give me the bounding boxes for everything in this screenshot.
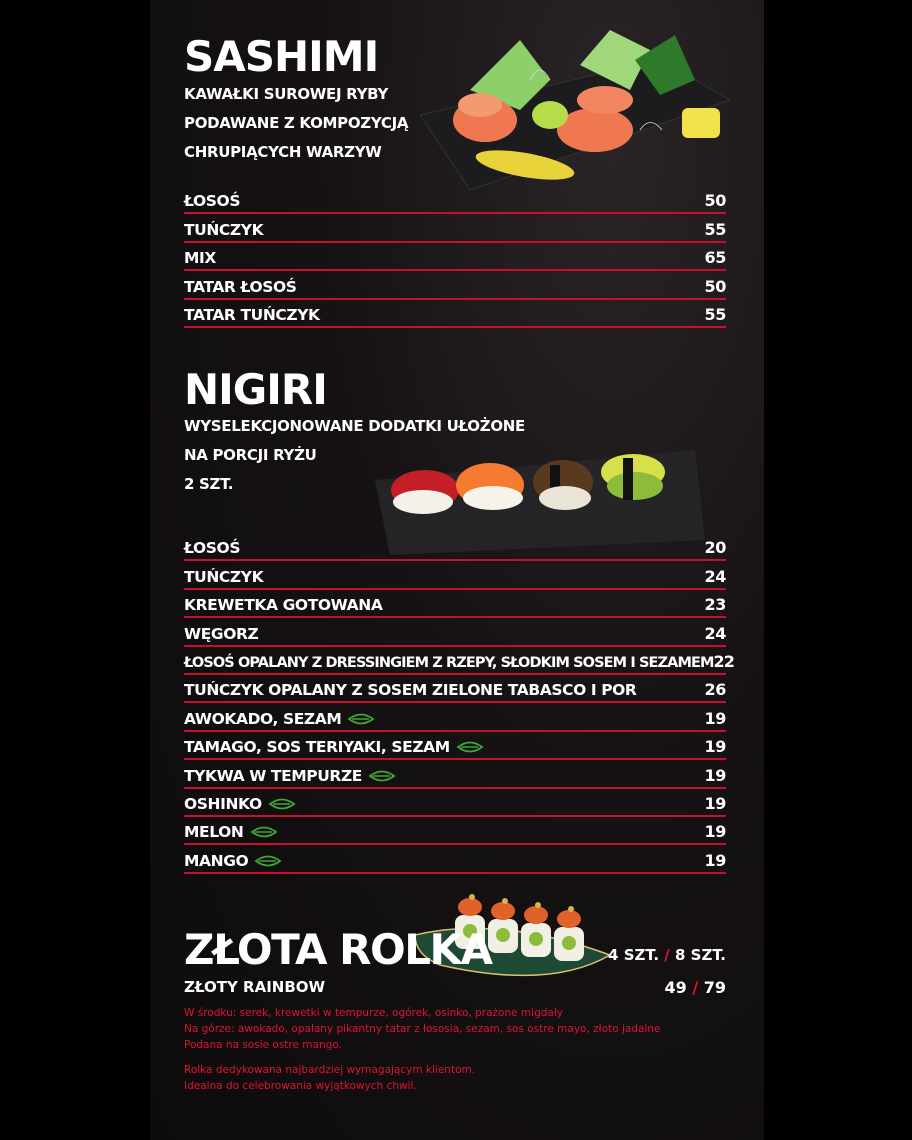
item-price: 55 [704, 219, 726, 239]
item-name [184, 767, 396, 785]
list-item [184, 703, 726, 731]
item-name: ŁOSOŚ [184, 192, 241, 211]
golden-roll-prices [664, 978, 726, 997]
list-item [184, 789, 726, 817]
list-item [184, 618, 726, 646]
nigiri-description-line: 2 SZT. [184, 475, 234, 493]
item-name: MIX [184, 249, 216, 268]
list-item [184, 817, 726, 845]
leaf-icon [456, 740, 484, 754]
item-price: 19 [704, 793, 726, 813]
golden-roll-quantities [608, 946, 726, 964]
price-small: 49 [664, 978, 687, 997]
sashimi-title: SASHIMI [184, 32, 379, 81]
item-name: KREWETKA GOTOWANA [184, 596, 383, 615]
list-item [184, 243, 726, 271]
item-price: 19 [704, 765, 726, 785]
nigiri-description-line: WYSELEKCJONOWANE DODATKI UŁOŻONE [184, 417, 525, 435]
item-price: 24 [704, 623, 726, 643]
item-name [184, 738, 484, 756]
item-price: 50 [704, 191, 726, 211]
golden-roll-note [184, 1062, 744, 1094]
item-price: 19 [704, 708, 726, 728]
list-item [184, 214, 726, 242]
leaf-icon [368, 769, 396, 783]
leaf-icon [254, 854, 282, 868]
item-name-text: TYKWA W TEMPURZE [184, 766, 362, 785]
list-item [184, 845, 726, 873]
list-item [184, 760, 726, 788]
detail-line: Na górze: awokado, opalany pikantny tatar z łososia, sezam, sos ostre mayo, złoto jadalne [184, 1023, 661, 1035]
item-price: 22 [713, 651, 734, 671]
list-item [184, 675, 726, 703]
golden-roll-title: ZŁOTA ROLKA [184, 925, 492, 974]
slash-separator: / [692, 978, 699, 997]
qty-large: 8 SZT. [675, 946, 726, 964]
item-name-text: TAMAGO, SOS TERIYAKI, SEZAM [184, 738, 450, 757]
nigiri-description-line: NA PORCJI RYŻU [184, 446, 317, 464]
list-item [184, 732, 726, 760]
item-price: 26 [704, 680, 726, 700]
qty-small: 4 SZT. [608, 946, 660, 964]
item-name [184, 823, 278, 841]
item-price: 19 [704, 822, 726, 842]
item-name: WĘGORZ [184, 624, 259, 643]
note-line: Idealna do celebrowania wyjątkowych chwil. [184, 1080, 417, 1092]
sashimi-plate-image [410, 20, 740, 200]
item-name [184, 710, 375, 728]
item-name: TATAR TUŃCZYK [184, 305, 320, 324]
list-item [184, 561, 726, 589]
item-name-text: MANGO [184, 851, 249, 870]
sashimi-description [184, 80, 408, 167]
golden-roll-details [184, 1005, 744, 1053]
sashimi-description-line: KAWAŁKI SUROWEJ RYBY [184, 85, 389, 103]
list-item [184, 647, 734, 675]
item-name [184, 852, 282, 870]
detail-line: Podana na sosie ostre mango. [184, 1039, 342, 1051]
item-price: 19 [704, 850, 726, 870]
item-name-text: OSHINKO [184, 794, 262, 813]
nigiri-title: NIGIRI [184, 365, 327, 414]
leaf-icon [347, 712, 375, 726]
detail-line: W środku: serek, krewetki w tempurze, ogórek, osinko, prażone migdały [184, 1007, 564, 1019]
item-name [184, 795, 296, 813]
list-item [184, 300, 726, 328]
nigiri-list [184, 533, 734, 874]
item-name: ŁOSOŚ OPALANY Z DRESSINGIEM Z RZEPY, SŁODKIM SOSEM I SEZAMEM [184, 654, 714, 671]
item-name: TUŃCZYK [184, 220, 264, 239]
leaf-icon [268, 797, 296, 811]
item-name-text: AWOKADO, SEZAM [184, 709, 342, 728]
list-item [184, 533, 726, 561]
item-price: 23 [704, 595, 726, 615]
golden-roll-subtitle: ZŁOTY RAINBOW [184, 978, 326, 996]
price-large: 79 [703, 978, 726, 997]
list-item [184, 590, 726, 618]
item-name: TUŃCZYK [184, 567, 264, 586]
item-name: TATAR ŁOSOŚ [184, 277, 297, 296]
item-price: 65 [704, 248, 726, 268]
item-price: 24 [704, 566, 726, 586]
sashimi-description-line: CHRUPIĄCYCH WARZYW [184, 143, 382, 161]
leaf-icon [250, 825, 278, 839]
item-price: 20 [704, 538, 726, 558]
item-price: 50 [704, 276, 726, 296]
item-price: 19 [704, 737, 726, 757]
item-name: TUŃCZYK OPALANY Z SOSEM ZIELONE TABASCO I POR [184, 681, 637, 700]
note-line: Rolka dedykowana najbardziej wymagającym klientom. [184, 1064, 476, 1076]
sashimi-list [184, 186, 726, 328]
list-item [184, 271, 726, 299]
slash-separator: / [664, 946, 670, 964]
item-price: 55 [704, 304, 726, 324]
item-name-text: MELON [184, 823, 244, 842]
list-item [184, 186, 726, 214]
item-name: ŁOSOŚ [184, 539, 241, 558]
sashimi-description-line: PODAWANE Z KOMPOZYCJĄ [184, 114, 409, 132]
